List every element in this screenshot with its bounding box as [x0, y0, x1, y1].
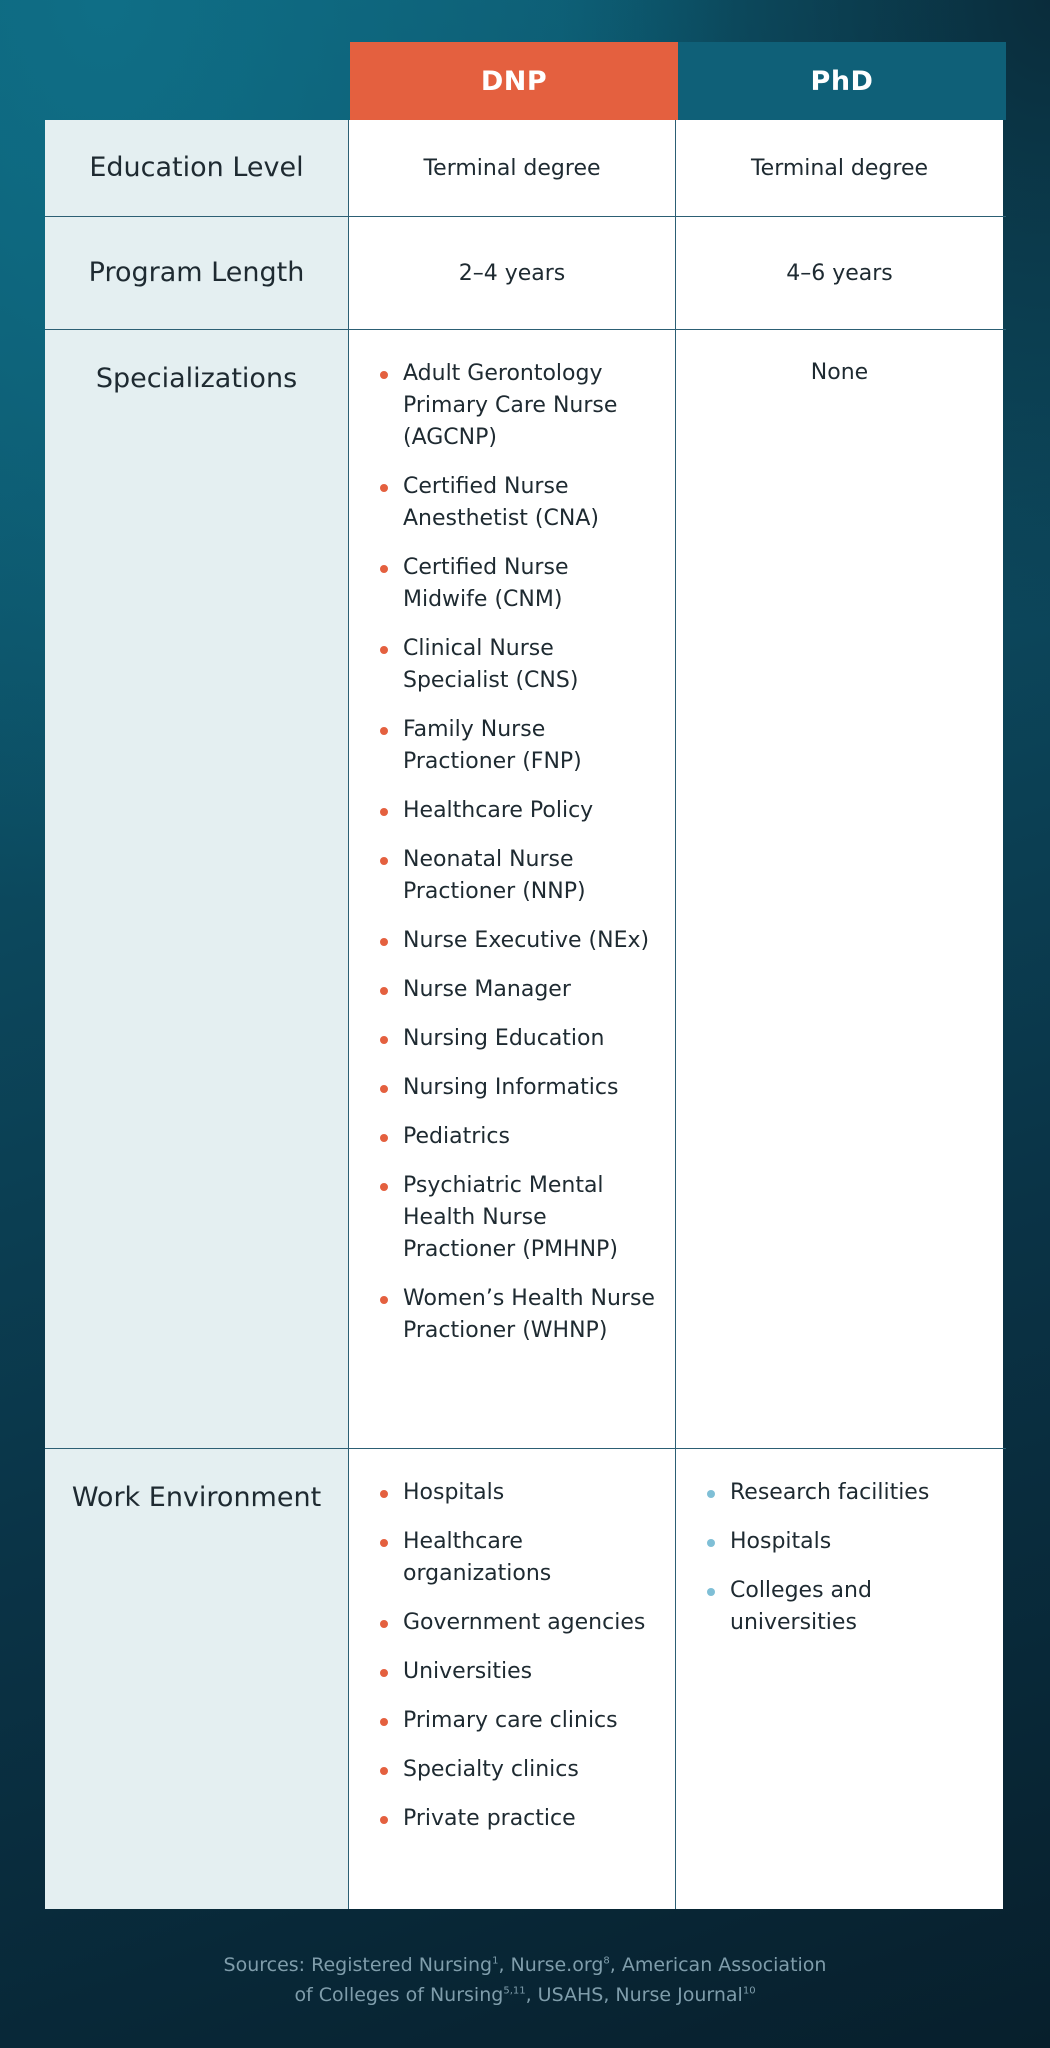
- phd-work-cell: [676, 1449, 1003, 1909]
- bullet-icon: [380, 727, 388, 735]
- phd-length-value: 4–6 years: [676, 217, 1003, 329]
- footnote-ref: 8: [603, 1955, 610, 1967]
- list-item: [403, 1705, 657, 1737]
- footnote-ref: 1: [492, 1955, 499, 1967]
- row-label-length: Program Length: [45, 217, 349, 329]
- bullet-icon: [380, 1539, 388, 1547]
- list-item-text: Healthcare organizations: [403, 1529, 552, 1586]
- list-item-text: Healthcare Policy: [403, 798, 594, 823]
- list-item-text: Pediatrics: [403, 1124, 510, 1149]
- bullet-icon: [380, 987, 388, 995]
- list-item-text: Hospitals: [730, 1529, 832, 1554]
- footnote-ref: 10: [742, 1985, 756, 1997]
- sources-footnote: [0, 1950, 1050, 2010]
- list-item-text: Nurse Manager: [403, 977, 571, 1002]
- list-item-text: Neonatal Nurse Practioner (NNP): [403, 847, 586, 904]
- list-item: [403, 1477, 657, 1509]
- header-dnp: DNP: [350, 42, 678, 120]
- dnp-specializations-cell: [349, 330, 676, 1448]
- list-item-text: Government agencies: [403, 1610, 646, 1635]
- list-item: [403, 925, 657, 957]
- bullet-icon: [380, 1816, 388, 1824]
- phd-work-list: [676, 1449, 1003, 1639]
- bullet-icon: [380, 857, 388, 865]
- row-label-work-environment: Work Environment: [45, 1449, 349, 1909]
- bullet-icon: [380, 565, 388, 573]
- row-work-environment: [45, 1449, 1006, 1909]
- list-item: [403, 471, 657, 535]
- list-item-text: Certified Nurse Anesthetist (CNA): [403, 474, 599, 531]
- list-item-text: Nursing Education: [403, 1026, 605, 1051]
- phd-education-value: Terminal degree: [676, 120, 1003, 216]
- list-item: [730, 1575, 985, 1639]
- bullet-icon: [707, 1539, 715, 1547]
- list-item: [403, 1121, 657, 1153]
- list-item: [403, 1526, 657, 1590]
- list-item: [403, 1072, 657, 1104]
- row-program-length: [45, 217, 1006, 330]
- list-item: [403, 1754, 657, 1786]
- list-item: [730, 1526, 985, 1558]
- list-item: [403, 1170, 657, 1266]
- list-item: [403, 1023, 657, 1055]
- list-item-text: Primary care clinics: [403, 1708, 618, 1733]
- list-item-text: Clinical Nurse Specialist (CNS): [403, 636, 579, 693]
- bullet-icon: [380, 1036, 388, 1044]
- list-item-text: Certified Nurse Midwife (CNM): [403, 555, 569, 612]
- sources-text: of Colleges of Nursing: [294, 1984, 504, 2006]
- bullet-icon: [707, 1588, 715, 1596]
- header-phd: PhD: [678, 42, 1006, 120]
- sources-text: , USAHS, Nurse Journal: [525, 1984, 743, 2006]
- footnote-ref: 5,11: [503, 1985, 526, 1997]
- list-item-text: Psychiatric Mental Health Nurse Practioner (PMHNP): [403, 1173, 618, 1262]
- list-item-text: Adult Gerontology Primary Care Nurse (AGCNP): [403, 361, 618, 450]
- header-spacer: [45, 42, 350, 120]
- sources-text: , Nurse.org: [498, 1954, 604, 1976]
- list-item: [403, 358, 657, 454]
- dnp-specializations-list: [349, 330, 675, 1347]
- list-item-text: Hospitals: [403, 1480, 505, 1505]
- dnp-work-list: [349, 1449, 675, 1835]
- dnp-education-value: Terminal degree: [349, 120, 676, 216]
- bullet-icon: [707, 1490, 715, 1498]
- list-item: [403, 714, 657, 778]
- sources-text: Sources: Registered Nursing: [223, 1954, 493, 1976]
- list-item: [403, 844, 657, 908]
- list-item-text: Women’s Health Nurse Practioner (WHNP): [403, 1286, 655, 1343]
- bullet-icon: [380, 1490, 388, 1498]
- list-item-text: Colleges and universities: [730, 1578, 872, 1635]
- list-item-text: Nurse Executive (NEx): [403, 928, 650, 953]
- sources-text: , American Association: [609, 1954, 827, 1976]
- list-item: [730, 1477, 985, 1509]
- sources-line-2: [0, 1980, 1050, 2010]
- list-item: [403, 1803, 657, 1835]
- bullet-icon: [380, 1296, 388, 1304]
- bullet-icon: [380, 1620, 388, 1628]
- bullet-icon: [380, 371, 388, 379]
- bullet-icon: [380, 1134, 388, 1142]
- row-label-education: Education Level: [45, 120, 349, 216]
- sources-line-1: [0, 1950, 1050, 1980]
- bullet-icon: [380, 808, 388, 816]
- dnp-length-value: 2–4 years: [349, 217, 676, 329]
- list-item-text: Research facilities: [730, 1480, 930, 1505]
- bullet-icon: [380, 646, 388, 654]
- bullet-icon: [380, 938, 388, 946]
- bullet-icon: [380, 1767, 388, 1775]
- list-item-text: Specialty clinics: [403, 1757, 579, 1782]
- list-item-text: Universities: [403, 1659, 533, 1684]
- row-education-level: [45, 120, 1006, 217]
- bullet-icon: [380, 1085, 388, 1093]
- row-specializations: [45, 330, 1006, 1449]
- list-item: [403, 552, 657, 616]
- list-item: [403, 633, 657, 697]
- phd-specializations-value: None: [810, 360, 869, 385]
- list-item-text: Private practice: [403, 1806, 576, 1831]
- dnp-work-cell: [349, 1449, 676, 1909]
- list-item: [403, 795, 657, 827]
- comparison-table: [45, 42, 1006, 1909]
- list-item: [403, 1656, 657, 1688]
- list-item-text: Nursing Informatics: [403, 1075, 619, 1100]
- list-item: [403, 974, 657, 1006]
- list-item: [403, 1607, 657, 1639]
- row-label-specializations: Specializations: [45, 330, 349, 1448]
- phd-specializations-cell: [676, 330, 1003, 1448]
- bullet-icon: [380, 1718, 388, 1726]
- list-item: [403, 1283, 657, 1347]
- bullet-icon: [380, 1183, 388, 1191]
- bullet-icon: [380, 1669, 388, 1677]
- list-item-text: Family Nurse Practioner (FNP): [403, 717, 582, 774]
- bullet-icon: [380, 484, 388, 492]
- table-header-row: [45, 42, 1006, 120]
